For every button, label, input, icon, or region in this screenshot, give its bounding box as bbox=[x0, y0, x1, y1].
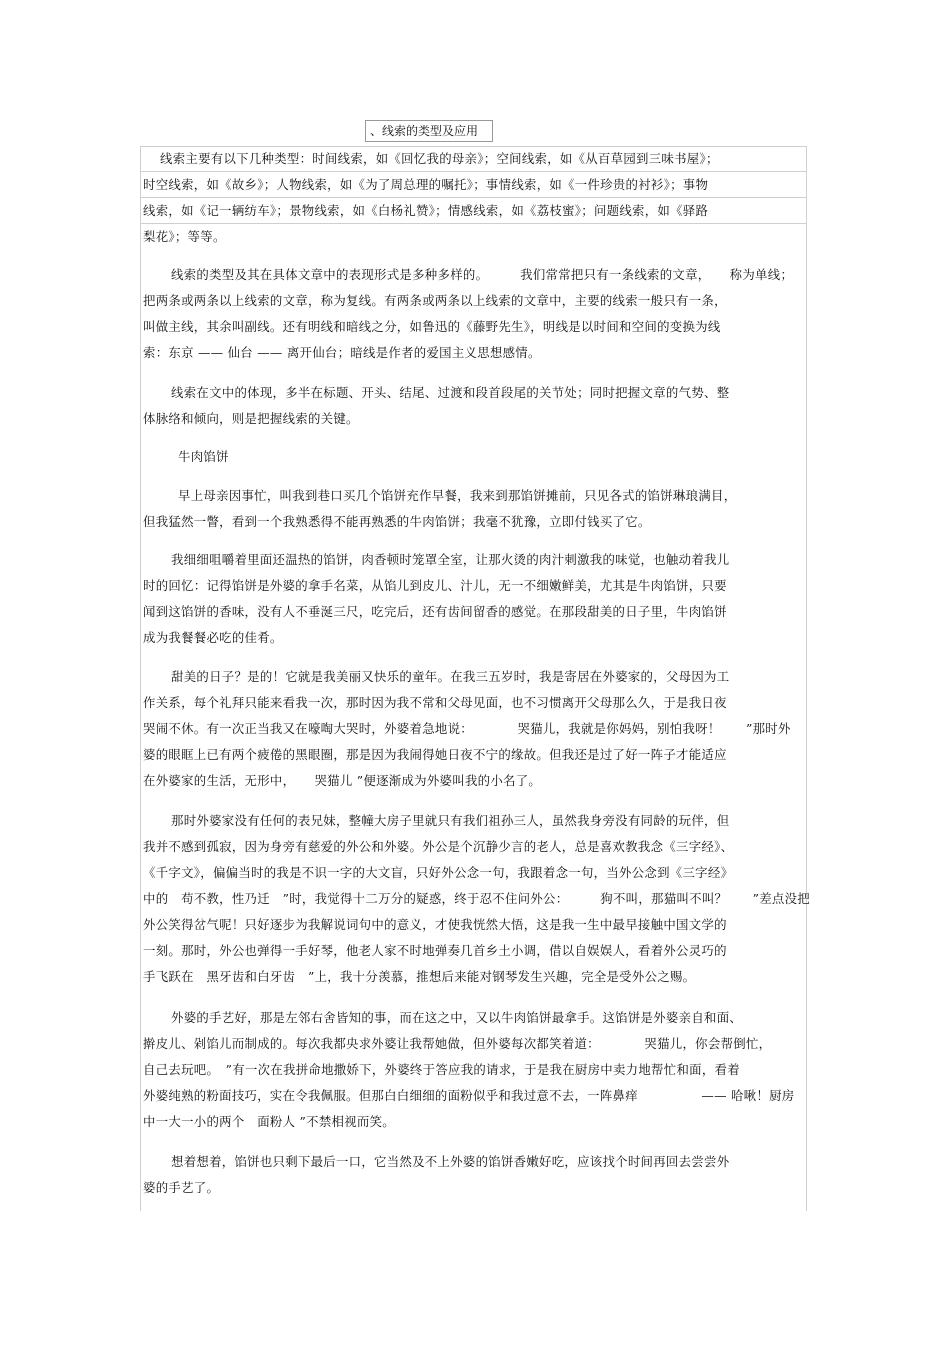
text-line: 中的 苟不教，性乃迁 ”时，我觉得十二万分的疑惑，终于忍不住问外公： 狗不叫，那猫叫不叫？ ”差点没把 bbox=[143, 891, 810, 906]
table-border-right bbox=[806, 146, 807, 1211]
text-line: 一刻。那时，外公也弹得一手好琴，他老人家不时地弹奏几首乡土小调，借以自娱娱人，看着外公灵巧的 bbox=[143, 943, 727, 958]
text-line: 叫做主线，其余叫副线。还有明线和暗线之分，如鲁迅的《藤野先生》，明线是以时间和空间的变换为线 bbox=[143, 319, 721, 334]
story-title: 牛肉馅饼 bbox=[178, 449, 229, 464]
table-rule bbox=[140, 146, 807, 147]
text-line: 中一大一小的两个 面粉人 ”不禁相视而笑。 bbox=[143, 1114, 395, 1129]
text-line: 手飞跃在 黑牙齿和白牙齿 ”上，我十分羡慕，推想后来能对钢琴发生兴趣，完全是受外公之赐。 bbox=[143, 969, 696, 984]
text-line: 外婆纯熟的粉面技巧，实在令我佩服。但那白白细细的面粉似乎和我过意不去，一阵鼻痒 —— 哈啾！厨房 bbox=[143, 1088, 795, 1103]
section-title: 、线索的类型及应用 bbox=[365, 120, 493, 142]
text-line: 《千字文》，偏偏当时的我是不识一字的大文盲，只好外公念一句，我跟着念一句，当外公念到《三字经》 bbox=[143, 865, 734, 880]
text-line: 婆的手艺了。 bbox=[143, 1180, 220, 1195]
table-border-left bbox=[140, 146, 141, 1211]
text-line: 时的回忆：记得馅饼是外婆的拿手名菜，从馅儿到皮儿、汁儿，无一不细嫩鲜美，尤其是牛肉馅饼，只要 bbox=[143, 578, 727, 593]
table-rule bbox=[140, 197, 807, 198]
text-line: 梨花》；等等。 bbox=[143, 229, 226, 244]
text-line: 外公笑得岔气呢！只好逐步为我解说词句中的意义，才使我恍然大悟，这是我一生中最早接触中国文学的 bbox=[143, 917, 727, 932]
text-line: 但我猛然一瞥，看到一个我熟悉得不能再熟悉的牛肉馅饼；我毫不犹豫，立即付钱买了它。 bbox=[143, 514, 651, 529]
text-line: 把两条或两条以上线索的文章，称为复线。有两条或两条以上线索的文章中，主要的线索一般只有一条， bbox=[143, 293, 727, 308]
text-line: 哭闹不休。有一次正当我又在嚎啕大哭时，外婆着急地说： 哭猫儿，我就是你妈妈，别怕我呀！ ”那时外 bbox=[143, 721, 791, 736]
text-line: 线索在文中的体现，多半在标题、开头、结尾、过渡和段首段尾的关节处；同时把握文章的气势、整 bbox=[171, 385, 730, 400]
text-line: 闻到这馅饼的香味，没有人不垂涎三尺，吃完后，还有齿间留香的感觉。在那段甜美的日子里，牛肉馅饼 bbox=[143, 604, 727, 619]
text-line: 线索主要有以下几种类型：时间线索，如《回忆我的母亲》；空间线索，如《从百草园到三味书屋》； bbox=[160, 151, 719, 166]
text-line: 在外婆家的生活，无形中， 哭猫儿 ”便逐渐成为外婆叫我的小名了。 bbox=[143, 773, 542, 788]
text-line: 时空线索，如《故乡》；人物线索，如《为了周总理的嘱托》；事情线索，如《一件珍贵的衬衫》；事物 bbox=[143, 177, 709, 192]
text-line: 甜美的日子？是的！它就是我美丽又快乐的童年。在我三五岁时，我是寄居在外婆家的，父母因为工 bbox=[171, 669, 730, 684]
text-line: 成为我餐餐必吃的佳肴。 bbox=[143, 630, 283, 645]
text-line: 线索，如《记一辆纺车》；景物线索，如《白杨礼赞》；情感线索，如《荔枝蜜》；问题线索，如《驿路 bbox=[143, 203, 709, 218]
text-line: 外婆的手艺好，那是左邻右舍皆知的事，而在这之中，又以牛肉馅饼最拿手。这馅饼是外婆亲自和面、 bbox=[171, 1010, 743, 1025]
text-line: 擀皮儿、剁馅儿而制成的。每次我都央求外婆让我帮她做，但外婆每次都笑着道： 哭猫儿，你会帮倒忙， bbox=[143, 1036, 772, 1051]
text-line: 我并不感到孤寂，因为身旁有慈爱的外公和外婆。外公是个沉静少言的老人，总是喜欢教我念《三字经》、 bbox=[143, 839, 734, 854]
text-line: 婆的眼眶上已有两个疲倦的黑眼圈，那是因为我闹得她日夜不宁的缘故。但我还是过了好一阵子才能适应 bbox=[143, 747, 727, 762]
text-line: 自己去玩吧。 ”有一次在我拼命地撒娇下，外婆终于答应我的请求，于是我在厨房中卖力地帮忙和面，看着 bbox=[143, 1062, 740, 1077]
text-line: 那时外婆家没有任何的表兄妹，整幢大房子里就只有我们祖孙三人，虽然我身旁没有同龄的玩伴，但 bbox=[171, 813, 730, 828]
text-line: 早上母亲因事忙，叫我到巷口买几个馅饼充作早餐，我来到那馅饼摊前，只见各式的馅饼琳琅满目， bbox=[178, 488, 737, 503]
table-rule bbox=[140, 223, 807, 224]
text-line: 体脉络和倾向，则是把握线索的关键。 bbox=[143, 411, 359, 426]
text-line: 索：东京 —— 仙台 —— 离开仙台；暗线是作者的爱国主义思想感情。 bbox=[143, 345, 541, 360]
text-line: 线索的类型及其在具体文章中的表现形式是多种多样的。 我们常常把只有一条线索的文章， 称为单线； bbox=[171, 267, 794, 282]
text-line: 我细细咀嚼着里面还温热的馅饼，肉香顿时笼罩全室，让那火烫的肉汁刺激我的味觉，也触动着我儿 bbox=[171, 552, 730, 567]
table-rule bbox=[140, 171, 807, 172]
text-line: 作关系，每个礼拜只能来看我一次，那时因为我不常和父母见面，也不习惯离开父母那么久，于是我日夜 bbox=[143, 695, 727, 710]
text-line: 想着想着，馅饼也只剩下最后一口，它当然及不上外婆的馅饼香嫩好吃，应该找个时间再回去尝尝外 bbox=[171, 1154, 730, 1169]
